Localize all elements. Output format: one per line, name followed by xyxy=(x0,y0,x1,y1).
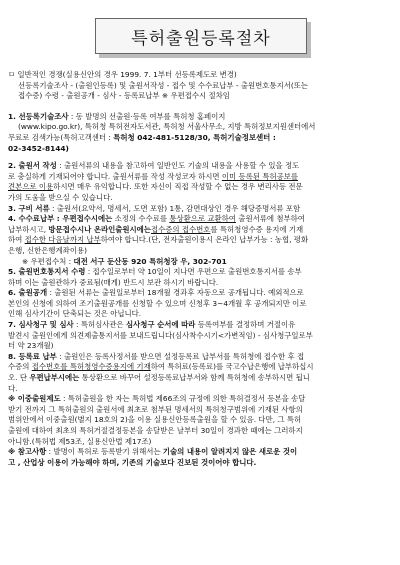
section-6-line-3: 인해 심사기간이 단축되는 것은 아닙니다. xyxy=(8,309,142,319)
section-6-line-2: 본인의 신청에 의하여 조기출원공개를 신청할 수 있으며 신청후 3~4개월 후 공개되지만 이로 xyxy=(8,298,307,308)
intro-line-3: 접수증) 수령 - 출원공개 - 심사 - 등록료납부 ※ 우편접수시 절차임 xyxy=(18,91,230,101)
section-8-line-3: 오. 단 우편납부시에는 통상환으로 바꾸어 설정등록료납부서와 함께 특허청에 송부하시면 됩니 xyxy=(8,373,310,383)
page-title: 특허출원등록절차 xyxy=(131,28,271,49)
section-2-heading: 2. 출원서 작성 xyxy=(8,161,57,171)
section-4-line-4: 은행, 신한은행계좌이용) xyxy=(8,245,87,255)
section-9-line-1: ※ 이중출원제도 : 특허출원을 한 자는 특허법 제66조의 규정에 의한 특허결정서 등본을 송달 xyxy=(8,394,306,404)
reference-heading: ※ 참고사항 xyxy=(8,447,47,457)
section-3-heading: 3. 구비 서류 xyxy=(8,203,50,213)
section-5-line-1: 5. 출원번호통지서 수령 : 접수일로부터 약 10일이 지나면 우편으로 출원번호통지서를 송부 xyxy=(8,267,302,277)
document-body xyxy=(8,70,392,468)
section-1-line-2: (www.kipo.go.kr), 특허청 특허전자도서관, 특허청 서울사무소, 지방 특허정보지원센터에서 xyxy=(18,122,316,132)
section-2-line-3: 견본으로 이용하시면 매우 유익합니다. 또한 자신이 직접 작성할 수 없는 경우 변리사등 전문 xyxy=(8,182,303,192)
section-1-line-3: 무료로 검색가능(특허고객센터 : 특허청 042-481-5128/30, 특허기술정보센터 : xyxy=(8,132,276,142)
title-box xyxy=(95,18,307,54)
section-1-line-1: 1. 선등록기술조사 : 동 발명의 선출원·등록 여부를 특허청 홈페이지 xyxy=(8,111,226,121)
section-5-line-2: 하며 이는 출원관하가 중료됨(매게) 반드시 보관 하시기 바랍니다. xyxy=(8,277,219,287)
section-3-line-1: 3. 구비 서류 : 출원서(요약서, 명세서, 도면 포함) 1통, 감면대상인 경우 해당증명서류 포함 xyxy=(8,203,301,213)
reference-line-2: 고 , 산업상 이용이 가능해야 하며, 기존의 기술보다 진보된 것이어야 합니다. xyxy=(8,457,257,467)
section-7-line-1: 7. 심사청구 및 심사 : 특허심사관은 심사청구 순서에 따라 등록여부를 결정하며 거절이유 xyxy=(8,320,296,330)
section-9-line-4: 출원에 대하여 최초의 특허거절결정등본을 송달받은 날부터 30일이 경과한 때에는 그러하지 xyxy=(8,426,303,435)
section-1-heading: 1. 선등록기술조사 xyxy=(8,111,69,121)
section-8-line-4: 다. xyxy=(8,383,18,393)
section-8-line-1: 8. 등록료 납부 : 출원인은 등록사정서를 받으면 설정등록료 납부서를 특허청에 접수한 후 접 xyxy=(8,351,305,361)
intro-line-1: ㅁ 일반적인 경쟁(실용신안의 경우 1999. 7. 1부터 선등록제도로 변경) xyxy=(8,70,237,79)
intro-line-2: 선등록기술조사 - (출원인등록) 및 출원서작성 - 접수 및 수수료납부 - 출원번호통지서(또는 xyxy=(18,80,309,90)
reference-line-1: ※ 참고사항 : 발명이 특허로 등록받기 위해서는 기술의 내용이 알려지지 않은 새로운 것이 xyxy=(8,447,298,457)
section-4-line-1: 4. 수수료납부 : 우편접수시에는 소정의 수수료를 통상환으로 교환하여 출원서류에 첨부하여 xyxy=(8,214,305,224)
section-9-line-2: 받기 전까지 그 특허출원의 출원서에 최초로 첨부된 명세서의 특허청구범위에 기재된 사항의 xyxy=(8,404,303,414)
section-2-line-4: 가의 도움을 받으실 수 있습니다. xyxy=(8,192,113,202)
section-9-heading: ※ 이중출원제도 xyxy=(8,394,61,404)
section-2-line-1: 2. 출원서 작성 : 출원서류의 내용을 참고하여 일반인도 기술의 내용을 사용할 수 있을 정도 xyxy=(8,161,300,171)
section-7-line-2: 발견시 출원인에게 의견제출통지서를 보내드립니다(심사착수시기<가변적임) - 심사청구일로부 xyxy=(8,330,313,340)
mailing-address: 대전 서구 둔산동 920 특허청장 우, 302-701 xyxy=(73,256,227,266)
section-9-line-3: 범위안에서 이중출원(별지 18호의 2)을 이용 실용신안등록출원을 할 수 있음. 다만, 그 특허 xyxy=(8,415,302,425)
section-4-line-2: 납부하시고, 방문접수시나 온라인출원시에는접수증의 접수번호를 특허청영수증 용지에 기재 xyxy=(8,224,304,234)
section-4-line-3: 하여 접수한 다음날까지 납부하여야 합니다.(단, 전자출원이용시 온라인 납부가능 : 농협, 평화 xyxy=(8,235,309,245)
section-8-line-2: 수증의 접수번호를 특허청영수증용지에 기재하여 특허료(등록료)를 국고수납은행에 납부하십시 xyxy=(8,362,314,372)
section-6-line-1: 6. 출원공개 : 출원된 서류는 출원일로부터 18개월 경과후 자동으로 공개됩니다. 예외적으로 xyxy=(8,288,304,298)
section-9-line-5: 아니함.(특허법 제53조, 실용신안법 제17조) xyxy=(8,436,152,446)
mailing-address-line: ※ 우편접수처 : 대전 서구 둔산동 920 특허청장 우, 302-701 xyxy=(22,256,227,266)
section-2-line-2: 로 충실하게 기재되어야 합니다. 출원서류를 작성 작성코자 하시면 이미 등록된 특허공보를 xyxy=(8,171,299,181)
section-1-line-4: 02-3452-8144) xyxy=(8,143,69,153)
section-7-line-3: 터 약 23개월) xyxy=(8,341,54,351)
section-4-heading: 4. 수수료납부 : 우편접수시에는 xyxy=(8,214,113,224)
section-7-heading: 7. 심사청구 및 심사 xyxy=(8,320,74,330)
section-8-heading: 8. 등록료 납부 xyxy=(8,351,57,361)
section-5-heading: 5. 출원번호통지서 수령 xyxy=(8,267,86,277)
section-6-heading: 6. 출원공개 xyxy=(8,288,48,298)
